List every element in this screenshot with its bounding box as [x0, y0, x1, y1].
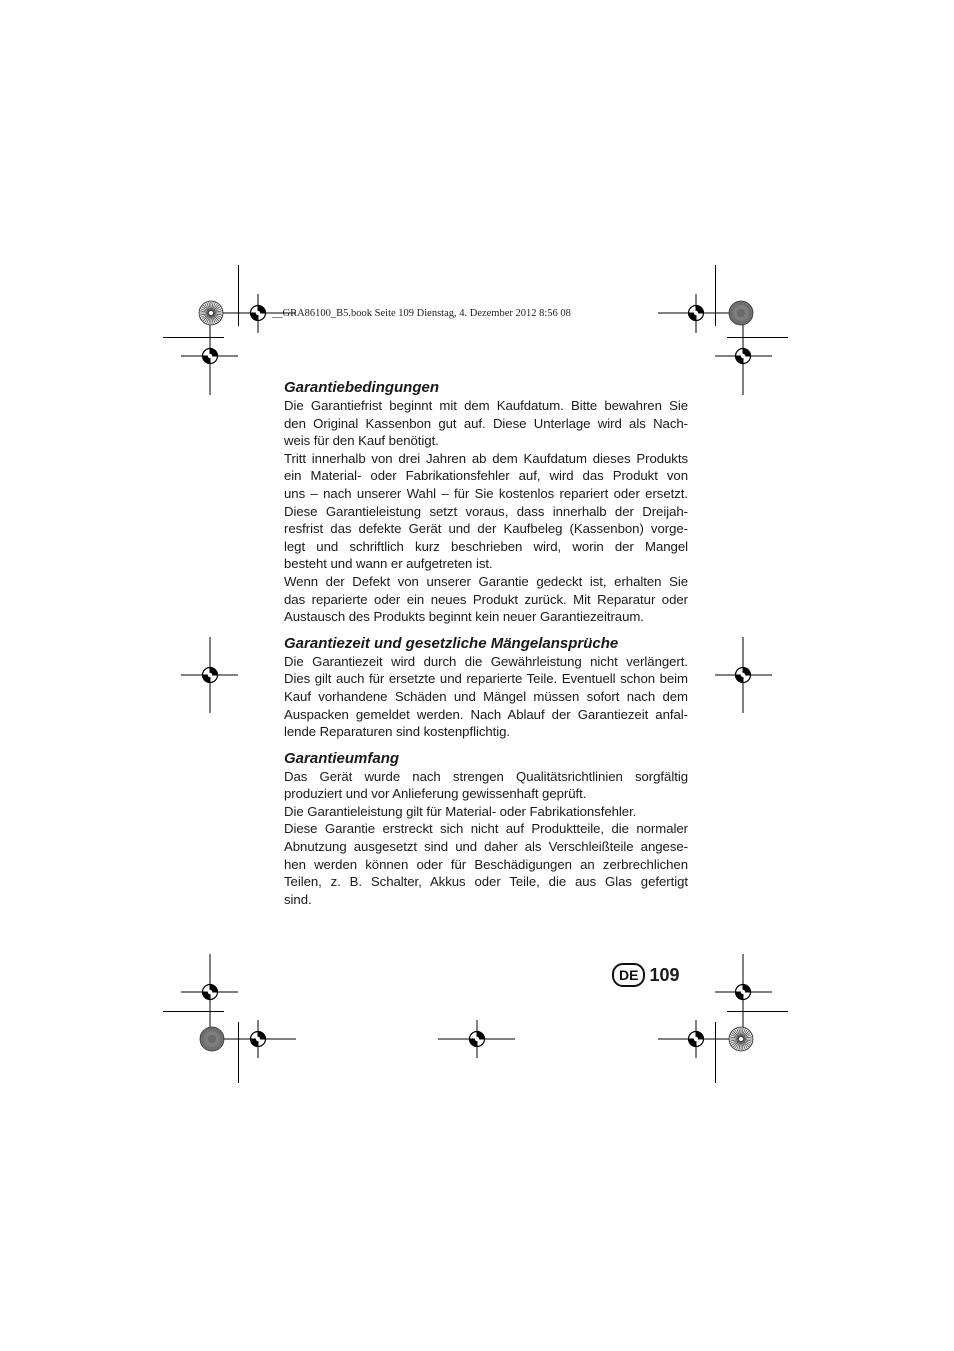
text-line: lende Reparaturen sind kostenpflichtig.	[284, 724, 511, 740]
section-heading: Garantiezeit und gesetzliche Mängelansprüche	[284, 634, 619, 652]
text-line: Dies gilt auch für ersetzte und reparierte Teile. Eventuell schon beim	[284, 671, 688, 687]
text-line: weis für den Kauf benötigt.	[284, 433, 439, 449]
text-line: produziert und vor Anlieferung gewissenhaft geprüft.	[284, 786, 587, 802]
section-body	[284, 768, 688, 909]
text-line: Die Garantiefrist beginnt mit dem Kaufdatum. Bitte bewahren Sie	[284, 398, 688, 413]
text-line: Diese Garantieleistung setzt voraus, dass innerhalb der Dreijah-	[284, 503, 688, 519]
text-line: Auspacken gemeldet werden. Nach Ablauf der Garantiezeit anfal-	[284, 706, 688, 722]
text-line: Tritt innerhalb von drei Jahren ab dem Kaufdatum dieses Produkts	[284, 450, 688, 466]
text-line: Das Gerät wurde nach strengen Qualitätsrichtlinien sorgfältig	[284, 768, 688, 784]
text-line: Abnutzung ausgesetzt sind und daher als Verschleißteile angese-	[284, 839, 688, 855]
section-heading: Garantiebedingungen	[284, 379, 440, 396]
text-line: das reparierte oder ein neues Produkt zurück. Mit Reparatur oder	[284, 591, 688, 607]
text-line: Die Garantiezeit wird durch die Gewährleistung nicht verlängert.	[284, 653, 688, 669]
text-line: Die Garantieleistung gilt für Material- oder Fabrikationsfehler.	[284, 803, 637, 819]
warranty-content	[284, 379, 688, 908]
print-slug-line: __GRA86100_B5.book Seite 109 Dienstag, 4. Dezember 2012 8:56 08	[272, 308, 571, 319]
section-garantiezeit	[284, 635, 688, 741]
language-badge: DE	[612, 963, 645, 987]
page-footer	[612, 962, 680, 988]
section-body	[284, 653, 688, 741]
text-line: ein Material- oder Fabrikationsfehler auf, wird das Produkt von	[284, 468, 688, 484]
text-line: Wenn der Defekt von unserer Garantie gedeckt ist, erhalten Sie	[284, 573, 688, 589]
text-line: Diese Garantie erstreckt sich nicht auf Produktteile, die normaler	[284, 821, 688, 837]
text-line: besteht und wann er aufgetreten ist.	[284, 556, 493, 572]
text-line: sind.	[284, 891, 312, 907]
text-line: Kauf vorhandene Schäden und Mängel müssen sofort nach dem	[284, 688, 688, 704]
text-line: den Original Kassenbon gut auf. Diese Unterlage wird als Nach-	[284, 415, 688, 431]
text-line: Teilen, z. B. Schalter, Akkus oder Teile, die aus Glas gefertigt	[284, 874, 688, 890]
section-garantieumfang	[284, 750, 688, 909]
text-line: hen werden können oder für Beschädigungen an zerbrechlichen	[284, 856, 688, 872]
text-line: resfrist das defekte Gerät und der Kaufbeleg (Kassenbon) vorge-	[284, 521, 688, 537]
section-heading: Garantieumfang	[284, 749, 400, 767]
page-number: 109	[649, 964, 680, 985]
section-garantiebedingungen	[284, 379, 688, 626]
text-line: Austausch des Produkts beginnt kein neuer Garantiezeitraum.	[284, 609, 644, 625]
section-body	[284, 397, 688, 626]
text-line: legt und schriftlich kurz beschrieben wird, worin der Mangel	[284, 538, 688, 554]
text-line: uns – nach unserer Wahl – für Sie kostenlos repariert oder ersetzt.	[284, 485, 688, 501]
